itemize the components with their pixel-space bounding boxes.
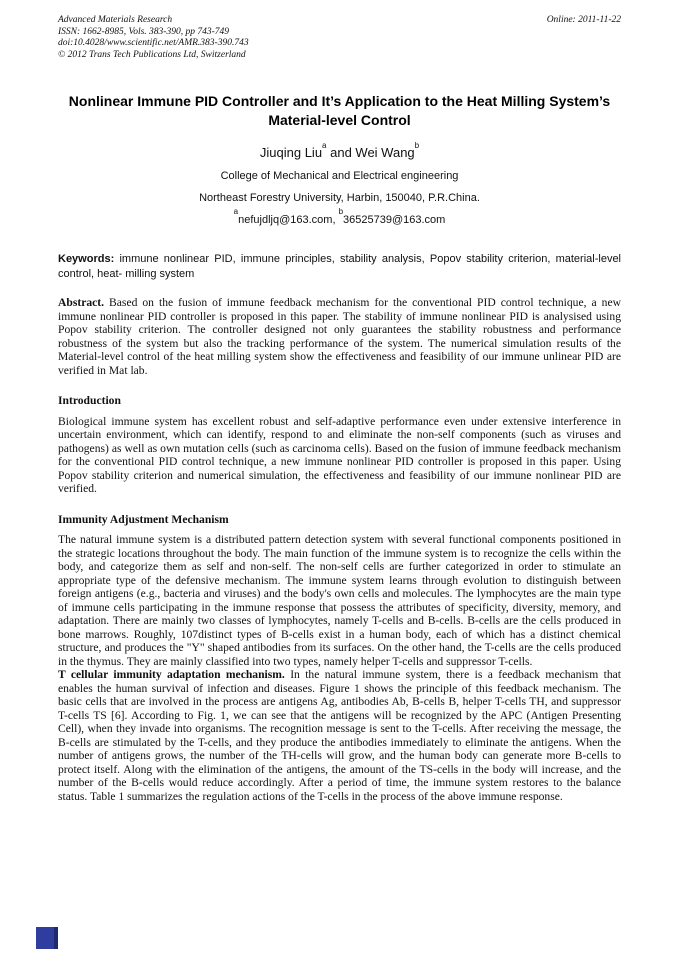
introduction-paragraph: Biological immune system has excellent robust and self-adaptive performance even under extensive interference in uncertain environment, which can identify, respond to and eliminate the non-self components (such as viruses and pathogens) as well as own mutation cells (such as carcinoma cells). Based on the fusion of immune feedback mechanism for the conventional PID control technique, a new immune nonlinear PID controller is proposed in this paper. Using Popov stability criterion and numerical simulation, the effectiveness and feasibility of our immune nonlinear PID are verified. <box>58 414 621 495</box>
journal-info-block <box>58 15 249 61</box>
immunity-paragraph-1: The natural immune system is a distributed pattern detection system with several functional components positioned in the strategic locations throughout the body. The main function of the immune system is to recognize the cells within the body, and categorize them as self and non-self. The non-self cells are further categorized in order to stimulate an appropriate type of the defensive mechanism. The immune system learns through evolution to distinguish between foreign antigens (e.g., bacteria and viruses) and the body's own cells and molecules. The lymphocytes are the main type of immune cells participating in the immune response that possess the attributes of specificity, diversity, memory, and adaptation. There are mainly two classes of lymphocytes, namely T-cells and B-cells. B-cells are the cells produced in bone marrows. Roughly, 107distinct types of B-cells exist in a human body, each of which has a distinct chemical structure, and produces the "Y" shaped antibodies from its surfaces. On the other hand, the T-cells are the cells produced in the thymus. They are mainly classified into two types, namely helper T-cells and suppressor T-cells. <box>58 533 621 668</box>
section-heading-introduction: Introduction <box>58 394 121 407</box>
affiliation-line-2: Northeast Forestry University, Harbin, 150040, P.R.China. <box>199 192 480 204</box>
paper-header <box>58 15 621 61</box>
immunity-paragraph-2 <box>58 668 621 803</box>
author-name-2: and Wei Wang <box>326 145 415 160</box>
emails-line <box>58 207 621 227</box>
email-mark-b: b <box>338 207 344 217</box>
author-affil-mark-a: a <box>322 140 327 150</box>
doi-line: doi:10.4028/www.scientific.net/AMR.383-390.743 <box>58 38 249 48</box>
email-address-1: nefujdljq@163.com, <box>238 214 339 226</box>
online-date: Online: 2011-11-22 <box>546 15 621 25</box>
author-affil-mark-b: b <box>414 140 420 150</box>
abstract-paragraph <box>58 296 621 377</box>
section-heading-immunity: Immunity Adjustment Mechanism <box>58 512 229 526</box>
journal-title: Advanced Materials Research <box>58 15 173 25</box>
t-cellular-mechanism-label: T cellular immunity adaptation mechanism. <box>58 668 285 681</box>
author-name-1: Jiuqing Liu <box>259 145 323 160</box>
paper-title: Nonlinear Immune PID Controller and It’s Application to the Heat Milling System’s Material-level Control <box>68 93 611 128</box>
corner-stamp <box>36 927 58 949</box>
email-mark-a: a <box>233 207 239 217</box>
email-address-2: 36525739@163.com <box>343 214 446 226</box>
copyright-line: © 2012 Trans Tech Publications Ltd, Switzerland <box>58 49 246 60</box>
keywords-text: immune nonlinear PID, immune principles, stability analysis, Popov stability criterion, material-level control, heat- milling system <box>58 253 621 280</box>
abstract-label: Abstract. <box>58 296 105 309</box>
keywords-block <box>58 252 621 281</box>
issn-line: ISSN: 1662-8985, Vols. 383-390, pp 743-749 <box>58 26 229 37</box>
keywords-label: Keywords: <box>58 253 115 265</box>
abstract-text: Based on the fusion of immune feedback mechanism for the conventional PID control technique, a new immune nonlinear PID controller is proposed in this paper. The stability of immune nonlinear PID is analysised using Popov stability criterion. The controller designed not only guarantees the stability robustness and performance robustness of the system but also the tracking performance of the system. The numerical simulation results of the Material-level control of the heat milling system show the effectiveness and feasibility of our immune unlinear PID are verified in Mat lab. <box>58 296 621 377</box>
affiliation-line-1: College of Mechanical and Electrical engineering <box>220 170 459 182</box>
authors-line <box>58 140 621 161</box>
t-cellular-mechanism-text: In the natural immune system, there is a feedback mechanism that enables the human survival of infection and diseases. Figure 1 shows the principle of this feedback mechanism. The basic cells that are involved in the process are antigens Ag, antibodies Ab, B-cells B, helper T-cells TH, and suppressor T-cells TS [6]. According to Fig. 1, we can see that the antigens will be recognized by the APC (Antigen Presenting Cell), when they invade into organisms. The recognition message is sent to the T-cells. After receiving the message, the B-cells are stimulated by the T-cells, and they produce the antibodies immediately to eliminate the antigens. When the number of antigens grows, the number of the TH-cells will grow, and the human body can generate more B-cells to protect itself. Along with the elimination of the antigens, the amount of the TS-cells in the body will increase, and the number of the B-cells would reduce accordingly. After a period of time, the immune system restores to the balance status. Table 1 summarizes the regulation actions of the T-cells in the process of the above immune response. <box>58 668 621 803</box>
